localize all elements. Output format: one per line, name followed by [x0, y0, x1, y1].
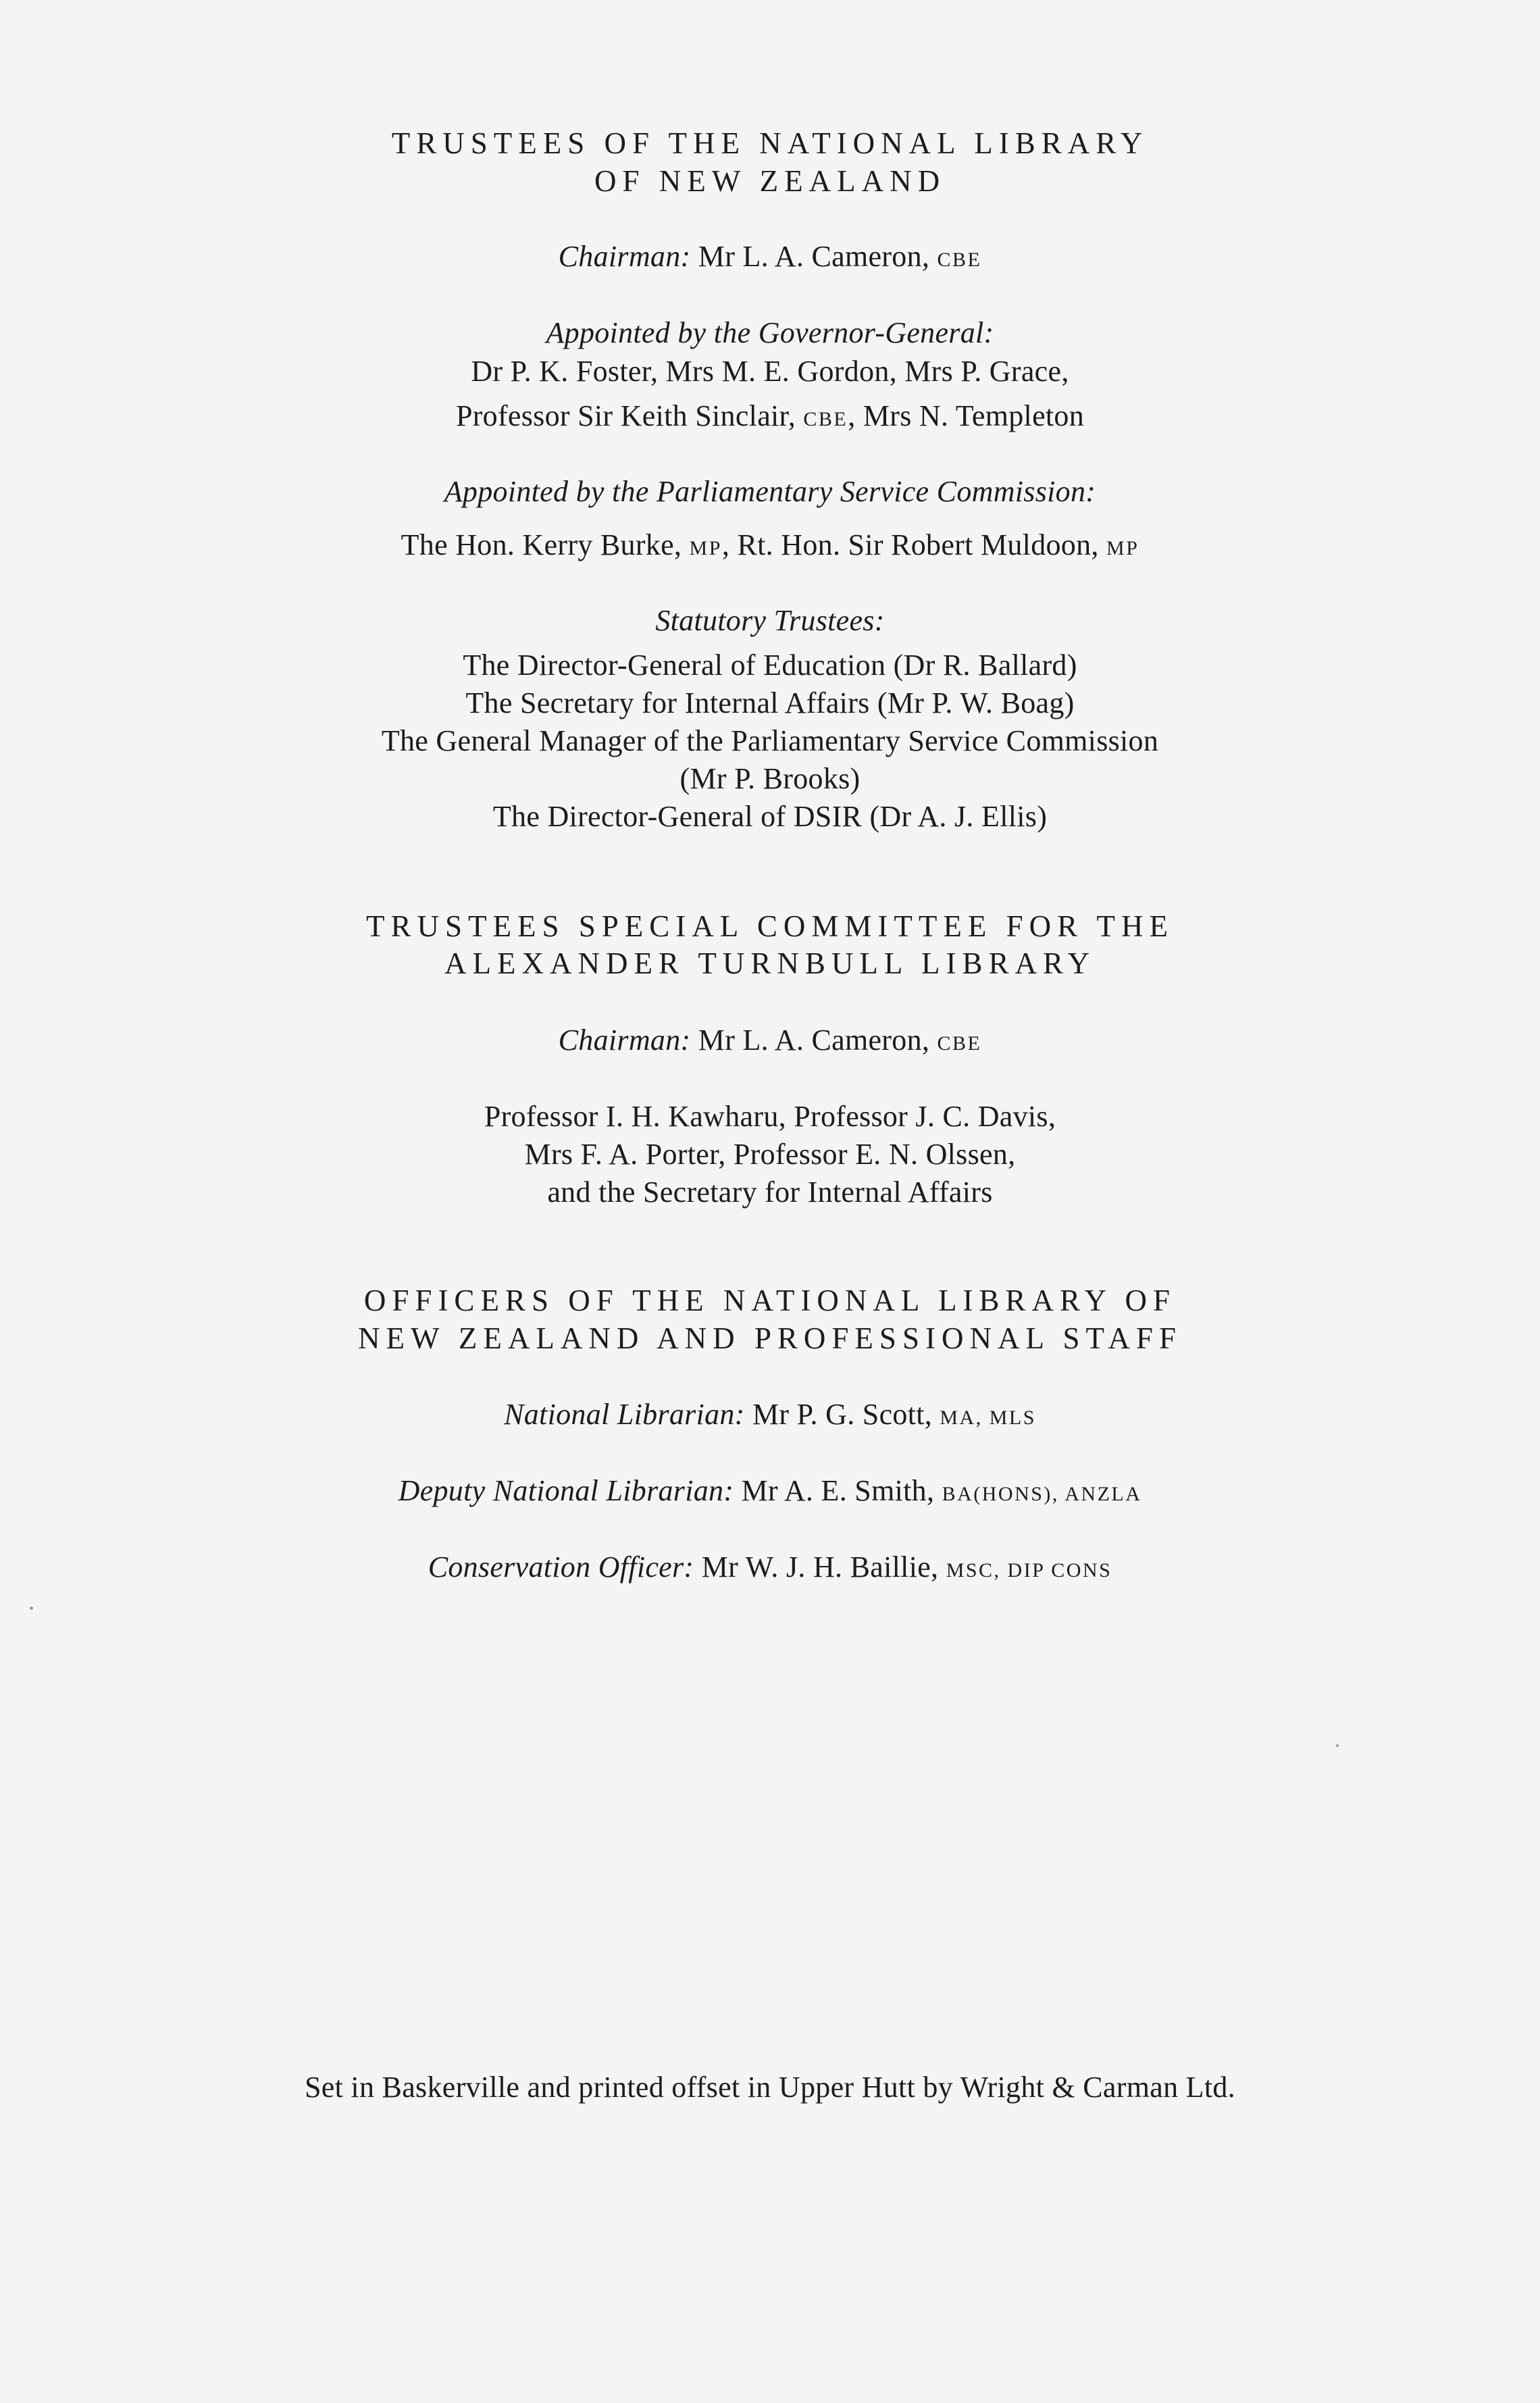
parliamentary-appointees-line — [0, 526, 1540, 567]
parliamentary-honour-1: MP — [689, 537, 722, 559]
statutory-trustee-line: The Secretary for Internal Affairs (Mr P. W. Boag) — [465, 686, 1075, 719]
national-librarian-name: Mr P. G. Scott, — [752, 1398, 933, 1431]
national-librarian-label: National Librarian: — [504, 1398, 745, 1431]
governor-appointees-honour: CBE — [803, 408, 848, 430]
governor-appointees-line1: Dr P. K. Foster, Mrs M. E. Gordon, Mrs P. Grace, — [471, 355, 1069, 388]
governor-appointees-line2-a: Professor Sir Keith Sinclair, — [455, 399, 796, 432]
trustees-chairman-label: Chairman: — [558, 240, 691, 273]
statutory-trustees-label: Statutory Trustees: — [655, 604, 885, 637]
national-librarian-qualifications: MA, MLS — [940, 1407, 1036, 1429]
committee-heading-line2: ALEXANDER TURNBULL LIBRARY — [444, 946, 1096, 980]
parliamentary-appointees-label: Appointed by the Parliamentary Service Commission: — [444, 475, 1096, 508]
national-librarian — [0, 1396, 1540, 1437]
parliamentary-honour-2: MP — [1106, 537, 1139, 559]
colophon: Set in Baskerville and printed offset in Upper Hutt by Wright & Carman Ltd. — [305, 2071, 1235, 2104]
committee-chairman-label: Chairman: — [558, 1023, 691, 1057]
deputy-librarian-label: Deputy National Librarian: — [398, 1474, 734, 1507]
committee-member-line: Professor I. H. Kawharu, Professor J. C. Davis, — [484, 1100, 1056, 1133]
trustees-chairman-name: Mr L. A. Cameron, — [698, 240, 930, 273]
committee-chairman-honour: CBE — [937, 1032, 982, 1055]
statutory-trustee-line: (Mr P. Brooks) — [679, 762, 861, 795]
parliamentary-appointees-b: , Rt. Hon. Sir Robert Muldoon, — [721, 528, 1099, 561]
parliamentary-appointees-a: The Hon. Kerry Burke, — [401, 528, 682, 561]
deputy-librarian-qualifications: BA(HONS), ANZLA — [942, 1483, 1142, 1505]
conservation-officer-name: Mr W. J. H. Baillie, — [701, 1550, 939, 1584]
officers-heading-line2: NEW ZEALAND AND PROFESSIONAL STAFF — [358, 1321, 1182, 1355]
committee-chairman — [0, 1021, 1540, 1063]
committee-chairman-name: Mr L. A. Cameron, — [698, 1023, 930, 1057]
deputy-librarian-name: Mr A. E. Smith, — [741, 1474, 935, 1507]
officers-heading-line1: OFFICERS OF THE NATIONAL LIBRARY OF — [363, 1284, 1177, 1317]
conservation-officer — [0, 1548, 1540, 1590]
paper-speck — [1336, 1744, 1339, 1747]
trustees-heading-line2: OF NEW ZEALAND — [594, 164, 946, 198]
governor-appointees-line2 — [0, 397, 1540, 438]
statutory-trustee-line: The Director-General of Education (Dr R. Ballard) — [463, 649, 1077, 682]
committee-member-line: Mrs F. A. Porter, Professor E. N. Olssen, — [524, 1138, 1016, 1171]
statutory-trustee-line: The General Manager of the Parliamentary Service Commission — [381, 724, 1159, 757]
governor-appointees-line2-b: , Mrs N. Templeton — [848, 399, 1085, 432]
committee-heading-line1: TRUSTEES SPECIAL COMMITTEE FOR THE — [365, 909, 1175, 943]
committee-member-line: and the Secretary for Internal Affairs — [547, 1175, 993, 1209]
statutory-trustee-line: The Director-General of DSIR (Dr A. J. Ellis) — [492, 800, 1048, 833]
governor-appointees-label: Appointed by the Governor-General: — [546, 316, 994, 349]
deputy-national-librarian — [0, 1472, 1540, 1513]
trustees-heading-line1: TRUSTEES OF THE NATIONAL LIBRARY — [391, 126, 1149, 160]
conservation-officer-label: Conservation Officer: — [428, 1550, 694, 1584]
trustees-chairman-honour: CBE — [937, 249, 982, 271]
trustees-chairman — [0, 238, 1540, 279]
conservation-officer-qualifications: MSC, DIP CONS — [946, 1559, 1112, 1582]
paper-speck — [30, 1607, 33, 1610]
